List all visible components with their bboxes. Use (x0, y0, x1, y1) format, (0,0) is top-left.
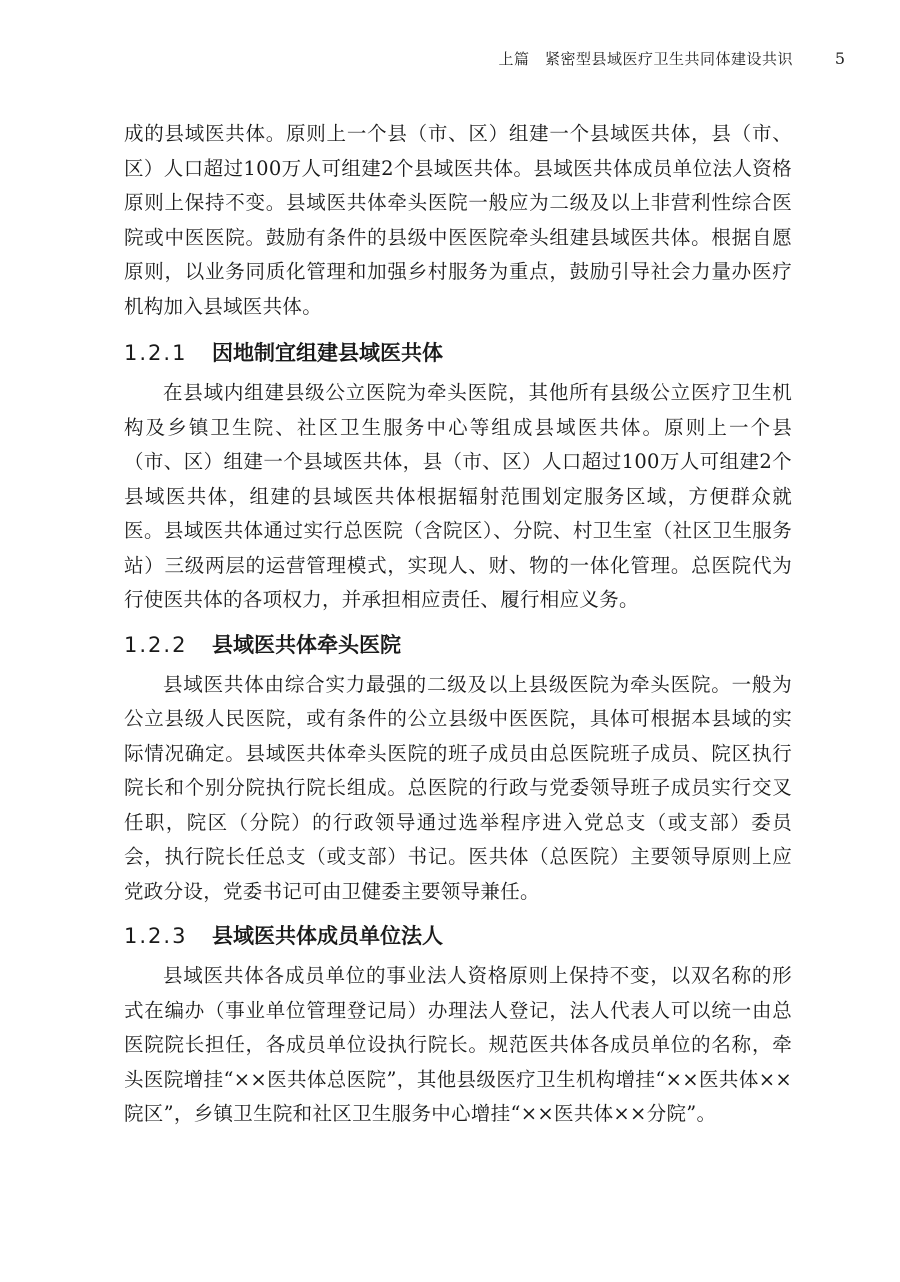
section-paragraph-1-2-3: 县域医共体各成员单位的事业法人资格原则上保持不变，以双名称的形式在编办（事业单位管理登记局）办理法人登记，法人代表人可以统一由总医院院长担任，各成员单位设执行院长。规范医共体各成员单位的名称，牵头医院增挂“××医共体总医院”，其他县级医疗卫生机构增挂“××医共体××院区”，乡镇卫生院和社区卫生服务中心增挂“××医共体××分院”。 (124, 964, 792, 1125)
section-number: 1.2.1 (124, 341, 188, 365)
section-title: 因地制宜组建县域医共体 (212, 341, 443, 365)
section-number: 1.2.3 (124, 924, 188, 948)
section-title: 县域医共体成员单位法人 (212, 924, 443, 948)
page-body (124, 117, 792, 1132)
header-title: 上篇 紧密型县域医疗卫生共同体建设共识 (498, 50, 793, 68)
section-heading-1-2-2 (124, 628, 792, 662)
section-heading-1-2-1 (124, 336, 792, 370)
page-number: 5 (834, 49, 845, 68)
intro-paragraph: 成的县域医共体。原则上一个县（市、区）组建一个县域医共体，县（市、区）人口超过100万人可组建2个县域医共体。县域医共体成员单位法人资格原则上保持不变。县域医共体牵头医院一般应为二级及以上非营利性综合医院或中医医院。鼓励有条件的县级中医医院牵头组建县域医共体。根据自愿原则，以业务同质化管理和加强乡村服务为重点，鼓励引导社会力量办医疗机构加入县域医共体。 (124, 122, 792, 318)
section-title: 县域医共体牵头医院 (212, 632, 401, 657)
running-header (125, 46, 845, 72)
section-number: 1.2.2 (124, 632, 188, 657)
section-paragraph-1-2-1: 在县域内组建县级公立医院为牵头医院，其他所有县级公立医疗卫生机构及乡镇卫生院、社区卫生服务中心等组成县域医共体。原则上一个县（市、区）组建一个县域医共体，县（市、区）人口超过100万人可组建2个县域医共体，组建的县域医共体根据辐射范围划定服务区域，方便群众就医。县域医共体通过实行总医院（含院区）、分院、村卫生室（社区卫生服务站）三级两层的运营管理模式，实现人、财、物的一体化管理。总医院代为行使医共体的各项权力，并承担相应责任、履行相应义务。 (124, 381, 792, 611)
section-heading-1-2-3 (124, 919, 792, 953)
section-paragraph-1-2-2: 县域医共体由综合实力最强的二级及以上县级医院为牵头医院。一般为公立县级人民医院，或有条件的公立县级中医医院，具体可根据本县域的实际情况确定。县域医共体牵头医院的班子成员由总医院班子成员、院区执行院长和个别分院执行院长组成。总医院的行政与党委领导班子成员实行交叉任职，院区（分院）的行政领导通过选举程序进入党总支（或支部）委员会，执行院长任总支（或支部）书记。医共体（总医院）主要领导原则上应党政分设，党委书记可由卫健委主要领导兼任。 (124, 672, 792, 903)
